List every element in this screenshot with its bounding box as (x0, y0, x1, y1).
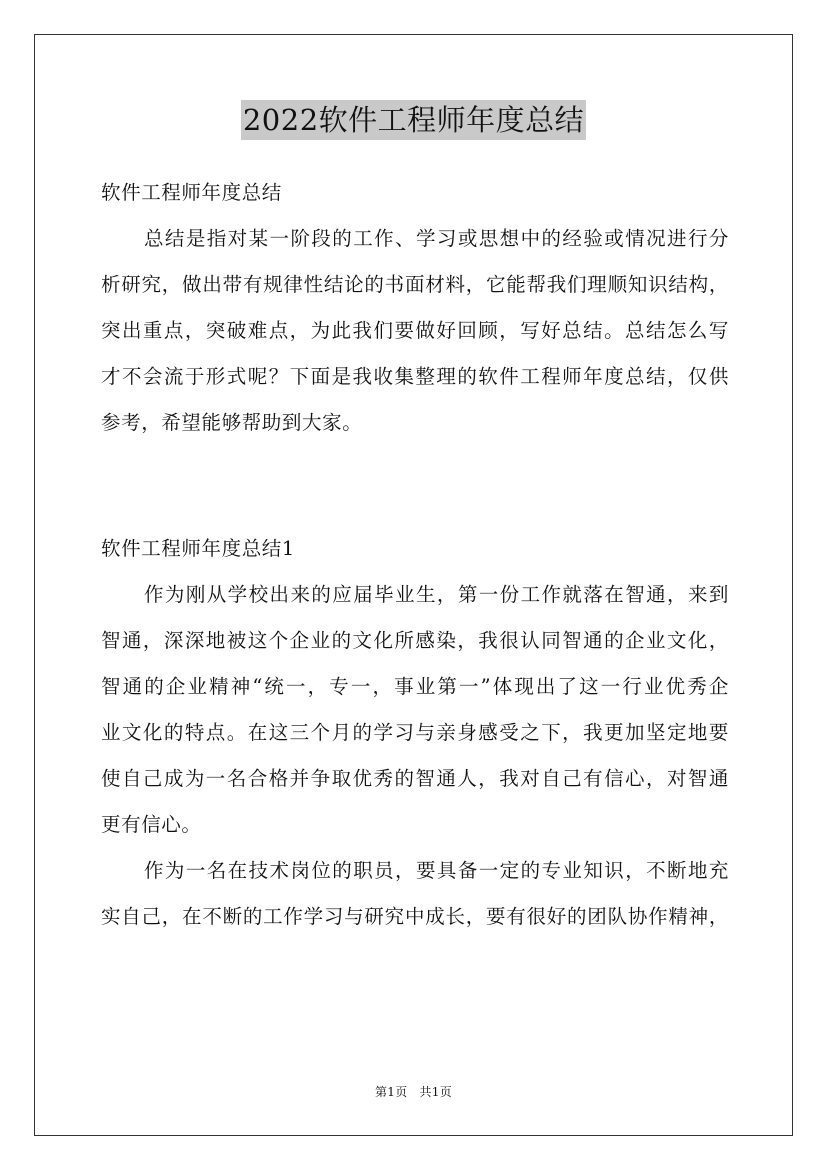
paragraph-line: 参考，希望能够帮助到大家。 (101, 411, 363, 434)
paragraph-line: 使自己成为一名合格并争取优秀的智通人，我对自己有信心，对智通 (101, 767, 729, 790)
paragraph-line: 才不会流于形式呢？下面是我收集整理的软件工程师年度总结，仅供 (101, 365, 729, 388)
paragraph-line: 实自己，在不断的工作学习与研究中成长，要有很好的团队协作精神， (101, 905, 729, 928)
page-number: 第1页 (374, 1085, 408, 1099)
title-container (0, 100, 827, 140)
section-heading: 软件工程师年度总结1 (101, 537, 295, 560)
paragraph-line: 更有信心。 (101, 813, 202, 836)
subtitle: 软件工程师年度总结 (101, 181, 282, 204)
document-body (101, 170, 729, 940)
paragraph-line: 总结是指对某一阶段的工作、学习或思想中的经验或情况进行分 (144, 227, 729, 250)
paragraph-line: 作为一名在技术岗位的职员，要具备一定的专业知识，不断地充 (144, 859, 729, 882)
paragraph-line: 智通的企业精神“统一，专一，事业第一”体现出了这一行业优秀企 (101, 675, 729, 698)
paragraph-line: 突出重点，突破难点，为此我们要做好回顾，写好总结。总结怎么写 (101, 319, 729, 342)
paragraph-line: 析研究，做出带有规律性结论的书面材料，它能帮我们理顺知识结构， (101, 273, 729, 296)
page-total: 共1页 (419, 1085, 453, 1099)
page-footer (0, 1083, 827, 1100)
section-gap (101, 446, 729, 526)
paragraph-line: 智通，深深地被这个企业的文化所感染，我很认同智通的企业文化， (101, 629, 729, 652)
paragraph-line: 作为刚从学校出来的应届毕业生，第一份工作就落在智通，来到 (144, 583, 729, 606)
paragraph-line: 业文化的特点。在这三个月的学习与亲身感受之下，我更加坚定地要 (101, 721, 729, 744)
document-title: 2022软件工程师年度总结 (241, 100, 586, 140)
